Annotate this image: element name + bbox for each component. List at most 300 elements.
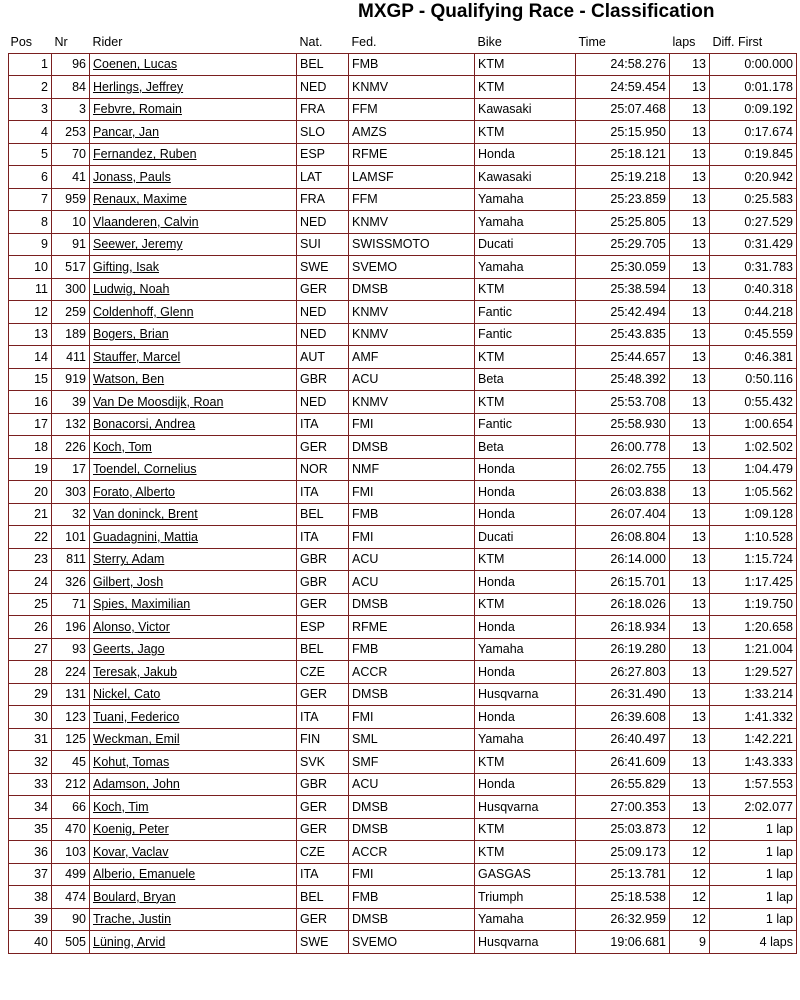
cell-nr: 303 — [52, 481, 90, 504]
cell-nat: GBR — [297, 773, 349, 796]
cell-time: 26:02.755 — [576, 458, 670, 481]
cell-nat: LAT — [297, 166, 349, 189]
cell-laps: 13 — [670, 76, 710, 99]
cell-nat: CZE — [297, 841, 349, 864]
table-row — [9, 571, 797, 594]
cell-nr: 32 — [52, 503, 90, 526]
cell-bike: Kawasaki — [475, 166, 576, 189]
cell-time: 26:14.000 — [576, 548, 670, 571]
cell-laps: 13 — [670, 638, 710, 661]
cell-pos: 12 — [9, 301, 52, 324]
cell-laps: 13 — [670, 481, 710, 504]
cell-bike: Fantic — [475, 301, 576, 324]
cell-time: 26:03.838 — [576, 481, 670, 504]
cell-nr: 91 — [52, 233, 90, 256]
cell-nr: 259 — [52, 301, 90, 324]
col-header-laps: laps — [670, 32, 710, 53]
cell-nr: 474 — [52, 886, 90, 909]
cell-bike: KTM — [475, 841, 576, 864]
rider-link[interactable]: Koenig, Peter — [93, 822, 169, 837]
cell-fed: KNMV — [349, 391, 475, 414]
cell-rider — [90, 53, 297, 76]
cell-laps: 13 — [670, 323, 710, 346]
cell-diff: 1:33.214 — [710, 683, 797, 706]
cell-pos: 4 — [9, 121, 52, 144]
cell-pos: 23 — [9, 548, 52, 571]
cell-nat: GER — [297, 436, 349, 459]
cell-laps: 13 — [670, 233, 710, 256]
cell-diff: 1:43.333 — [710, 751, 797, 774]
col-header-diff: Diff. First — [710, 32, 797, 53]
cell-laps: 13 — [670, 571, 710, 594]
rider-link[interactable]: Alberio, Emanuele — [93, 867, 196, 882]
rider-link[interactable]: Koch, Tom — [93, 439, 152, 454]
cell-laps: 13 — [670, 436, 710, 459]
cell-nr: 326 — [52, 571, 90, 594]
cell-rider — [90, 211, 297, 234]
cell-laps: 13 — [670, 278, 710, 301]
cell-diff: 1:41.332 — [710, 706, 797, 729]
cell-laps: 12 — [670, 863, 710, 886]
rider-link[interactable]: Herlings, Jeffrey — [93, 79, 184, 94]
cell-rider — [90, 571, 297, 594]
rider-link[interactable]: Coldenhoff, Glenn — [93, 304, 194, 319]
cell-nat: ITA — [297, 481, 349, 504]
table-row — [9, 503, 797, 526]
cell-fed: FFM — [349, 98, 475, 121]
cell-time: 25:07.468 — [576, 98, 670, 121]
cell-nr: 39 — [52, 391, 90, 414]
cell-nr: 212 — [52, 773, 90, 796]
cell-laps: 13 — [670, 346, 710, 369]
cell-fed: DMSB — [349, 796, 475, 819]
cell-nr: 66 — [52, 796, 90, 819]
table-row — [9, 751, 797, 774]
cell-time: 26:39.608 — [576, 706, 670, 729]
cell-time: 25:42.494 — [576, 301, 670, 324]
cell-fed: RFME — [349, 616, 475, 639]
rider-link[interactable]: Pancar, Jan — [93, 124, 160, 139]
cell-nr: 90 — [52, 908, 90, 931]
cell-time: 25:03.873 — [576, 818, 670, 841]
cell-fed: SML — [349, 728, 475, 751]
cell-bike: Honda — [475, 616, 576, 639]
cell-rider — [90, 391, 297, 414]
cell-pos: 40 — [9, 931, 52, 954]
cell-nat: SLO — [297, 121, 349, 144]
cell-diff: 1:17.425 — [710, 571, 797, 594]
rider-link[interactable]: Alonso, Victor — [93, 619, 170, 634]
cell-nat: GER — [297, 796, 349, 819]
cell-time: 26:40.497 — [576, 728, 670, 751]
cell-time: 25:18.121 — [576, 143, 670, 166]
cell-pos: 15 — [9, 368, 52, 391]
cell-nr: 84 — [52, 76, 90, 99]
cell-pos: 35 — [9, 818, 52, 841]
cell-bike: Fantic — [475, 323, 576, 346]
rider-link[interactable]: Coenen, Lucas — [93, 57, 178, 72]
rider-link[interactable]: Tuani, Federico — [93, 709, 180, 724]
rider-link[interactable]: Fernandez, Ruben — [93, 147, 197, 162]
cell-diff: 2:02.077 — [710, 796, 797, 819]
cell-pos: 30 — [9, 706, 52, 729]
cell-bike: GASGAS — [475, 863, 576, 886]
cell-fed: SMF — [349, 751, 475, 774]
cell-laps: 13 — [670, 98, 710, 121]
col-header-bike: Bike — [475, 32, 576, 53]
table-row — [9, 413, 797, 436]
cell-nat: BEL — [297, 886, 349, 909]
cell-laps: 13 — [670, 751, 710, 774]
table-row — [9, 323, 797, 346]
cell-time: 25:44.657 — [576, 346, 670, 369]
cell-nr: 17 — [52, 458, 90, 481]
cell-rider — [90, 593, 297, 616]
cell-rider — [90, 121, 297, 144]
cell-nat: GBR — [297, 571, 349, 594]
cell-pos: 39 — [9, 908, 52, 931]
cell-bike: Kawasaki — [475, 98, 576, 121]
rider-link[interactable]: Adamson, John — [93, 777, 180, 792]
cell-rider — [90, 278, 297, 301]
cell-nr: 132 — [52, 413, 90, 436]
table-row — [9, 548, 797, 571]
cell-fed: DMSB — [349, 436, 475, 459]
cell-bike: KTM — [475, 53, 576, 76]
rider-link[interactable]: Geerts, Jago — [93, 642, 165, 657]
cell-diff: 1 lap — [710, 863, 797, 886]
cell-laps: 13 — [670, 616, 710, 639]
cell-diff: 0:19.845 — [710, 143, 797, 166]
table-row — [9, 188, 797, 211]
cell-time: 25:19.218 — [576, 166, 670, 189]
cell-rider — [90, 143, 297, 166]
cell-nat: GBR — [297, 368, 349, 391]
cell-pos: 36 — [9, 841, 52, 864]
cell-laps: 13 — [670, 211, 710, 234]
cell-bike: Honda — [475, 458, 576, 481]
cell-nr: 96 — [52, 53, 90, 76]
cell-laps: 13 — [670, 593, 710, 616]
rider-link[interactable]: Van De Moosdijk, Roan — [93, 394, 224, 409]
cell-pos: 25 — [9, 593, 52, 616]
rider-link[interactable]: Guadagnini, Mattia — [93, 529, 198, 544]
cell-fed: FMB — [349, 886, 475, 909]
cell-nat: GER — [297, 593, 349, 616]
table-row — [9, 931, 797, 954]
cell-bike: KTM — [475, 751, 576, 774]
cell-pos: 11 — [9, 278, 52, 301]
cell-time: 26:19.280 — [576, 638, 670, 661]
rider-link[interactable]: Teresak, Jakub — [93, 664, 178, 679]
table-row — [9, 53, 797, 76]
cell-fed: FMB — [349, 638, 475, 661]
cell-time: 27:00.353 — [576, 796, 670, 819]
cell-laps: 13 — [670, 796, 710, 819]
table-row — [9, 458, 797, 481]
cell-pos: 9 — [9, 233, 52, 256]
table-row — [9, 278, 797, 301]
cell-pos: 34 — [9, 796, 52, 819]
cell-time: 25:09.173 — [576, 841, 670, 864]
cell-nat: FRA — [297, 98, 349, 121]
cell-fed: FMI — [349, 413, 475, 436]
rider-link[interactable]: Sterry, Adam — [93, 552, 165, 567]
rider-link[interactable]: Spies, Maximilian — [93, 597, 191, 612]
table-row — [9, 886, 797, 909]
cell-bike: KTM — [475, 818, 576, 841]
table-row — [9, 841, 797, 864]
cell-fed: FFM — [349, 188, 475, 211]
cell-diff: 0:46.381 — [710, 346, 797, 369]
cell-nat: FRA — [297, 188, 349, 211]
cell-nat: SVK — [297, 751, 349, 774]
cell-rider — [90, 931, 297, 954]
cell-diff: 1 lap — [710, 908, 797, 931]
cell-pos: 10 — [9, 256, 52, 279]
table-row — [9, 481, 797, 504]
cell-bike: Honda — [475, 503, 576, 526]
table-row — [9, 301, 797, 324]
cell-time: 25:29.705 — [576, 233, 670, 256]
cell-nat: SWE — [297, 256, 349, 279]
cell-rider — [90, 863, 297, 886]
cell-laps: 12 — [670, 841, 710, 864]
rider-link[interactable]: Febvre, Romain — [93, 102, 182, 117]
cell-bike: Honda — [475, 143, 576, 166]
rider-link[interactable]: Gifting, Isak — [93, 259, 159, 274]
table-row — [9, 706, 797, 729]
cell-diff: 0:09.192 — [710, 98, 797, 121]
cell-fed: ACU — [349, 571, 475, 594]
rider-link[interactable]: Renaux, Maxime — [93, 192, 187, 207]
cell-fed: FMI — [349, 706, 475, 729]
cell-rider — [90, 638, 297, 661]
cell-bike: Husqvarna — [475, 796, 576, 819]
cell-pos: 20 — [9, 481, 52, 504]
cell-pos: 19 — [9, 458, 52, 481]
cell-fed: ACCR — [349, 841, 475, 864]
cell-rider — [90, 773, 297, 796]
cell-pos: 7 — [9, 188, 52, 211]
rider-link[interactable]: Boulard, Bryan — [93, 889, 176, 904]
cell-bike: Yamaha — [475, 188, 576, 211]
cell-rider — [90, 796, 297, 819]
cell-nr: 196 — [52, 616, 90, 639]
cell-nr: 300 — [52, 278, 90, 301]
cell-nr: 41 — [52, 166, 90, 189]
rider-link[interactable]: Stauffer, Marcel — [93, 349, 181, 364]
cell-nat: ITA — [297, 706, 349, 729]
table-row — [9, 773, 797, 796]
cell-diff: 1:00.654 — [710, 413, 797, 436]
cell-nr: 93 — [52, 638, 90, 661]
cell-diff: 0:00.000 — [710, 53, 797, 76]
cell-pos: 33 — [9, 773, 52, 796]
table-row — [9, 76, 797, 99]
cell-fed: ACU — [349, 548, 475, 571]
cell-bike: Honda — [475, 571, 576, 594]
cell-nr: 131 — [52, 683, 90, 706]
cell-bike: KTM — [475, 76, 576, 99]
cell-fed: FMB — [349, 503, 475, 526]
cell-nr: 101 — [52, 526, 90, 549]
cell-diff: 0:27.529 — [710, 211, 797, 234]
cell-diff: 1:42.221 — [710, 728, 797, 751]
cell-fed: ACU — [349, 773, 475, 796]
cell-pos: 14 — [9, 346, 52, 369]
cell-bike: Ducati — [475, 233, 576, 256]
cell-pos: 22 — [9, 526, 52, 549]
cell-nat: ITA — [297, 413, 349, 436]
table-row — [9, 143, 797, 166]
cell-time: 26:41.609 — [576, 751, 670, 774]
table-row — [9, 368, 797, 391]
cell-rider — [90, 233, 297, 256]
table-row — [9, 593, 797, 616]
cell-time: 24:59.454 — [576, 76, 670, 99]
cell-nat: GER — [297, 908, 349, 931]
rider-link[interactable]: Kovar, Vaclav — [93, 844, 169, 859]
cell-rider — [90, 76, 297, 99]
cell-laps: 13 — [670, 458, 710, 481]
rider-link[interactable]: Ludwig, Noah — [93, 282, 170, 297]
cell-diff: 1 lap — [710, 886, 797, 909]
cell-diff: 0:50.116 — [710, 368, 797, 391]
cell-nat: NED — [297, 211, 349, 234]
rider-link[interactable]: Vlaanderen, Calvin — [93, 214, 199, 229]
cell-nr: 45 — [52, 751, 90, 774]
cell-time: 25:58.930 — [576, 413, 670, 436]
cell-nat: FIN — [297, 728, 349, 751]
cell-rider — [90, 526, 297, 549]
cell-rider — [90, 751, 297, 774]
cell-nat: NED — [297, 323, 349, 346]
rider-link[interactable]: Nickel, Cato — [93, 687, 161, 702]
table-row — [9, 683, 797, 706]
cell-nat: GER — [297, 278, 349, 301]
cell-rider — [90, 188, 297, 211]
cell-time: 24:58.276 — [576, 53, 670, 76]
cell-pos: 32 — [9, 751, 52, 774]
cell-diff: 1:29.527 — [710, 661, 797, 684]
cell-time: 25:48.392 — [576, 368, 670, 391]
rider-link[interactable]: Forato, Alberto — [93, 484, 175, 499]
cell-time: 26:15.701 — [576, 571, 670, 594]
cell-bike: Husqvarna — [475, 931, 576, 954]
table-row — [9, 863, 797, 886]
table-row — [9, 436, 797, 459]
cell-laps: 13 — [670, 706, 710, 729]
cell-fed: AMZS — [349, 121, 475, 144]
cell-time: 26:27.803 — [576, 661, 670, 684]
cell-nat: BEL — [297, 53, 349, 76]
cell-pos: 31 — [9, 728, 52, 751]
rider-link[interactable]: Seewer, Jeremy — [93, 237, 183, 252]
cell-fed: DMSB — [349, 278, 475, 301]
rider-link[interactable]: Bogers, Brian — [93, 327, 169, 342]
cell-diff: 1:10.528 — [710, 526, 797, 549]
cell-diff: 1 lap — [710, 818, 797, 841]
cell-bike: Honda — [475, 661, 576, 684]
rider-link[interactable]: Weckman, Emil — [93, 732, 180, 747]
page-title: MXGP - Qualifying Race - Classification — [358, 1, 715, 22]
col-header-nr: Nr — [52, 32, 90, 53]
col-header-pos: Pos — [9, 32, 52, 53]
rider-link[interactable]: Van doninck, Brent — [93, 507, 198, 522]
cell-rider — [90, 166, 297, 189]
cell-fed: FMI — [349, 481, 475, 504]
cell-time: 25:13.781 — [576, 863, 670, 886]
cell-nr: 505 — [52, 931, 90, 954]
cell-nat: NOR — [297, 458, 349, 481]
cell-rider — [90, 706, 297, 729]
cell-laps: 13 — [670, 301, 710, 324]
cell-nat: BEL — [297, 503, 349, 526]
cell-rider — [90, 458, 297, 481]
cell-laps: 13 — [670, 526, 710, 549]
cell-nat: AUT — [297, 346, 349, 369]
cell-rider — [90, 548, 297, 571]
cell-diff: 1:21.004 — [710, 638, 797, 661]
rider-link[interactable]: Toendel, Cornelius — [93, 462, 197, 477]
table-row — [9, 346, 797, 369]
cell-fed: DMSB — [349, 818, 475, 841]
cell-pos: 37 — [9, 863, 52, 886]
cell-fed: SVEMO — [349, 931, 475, 954]
cell-diff: 0:31.783 — [710, 256, 797, 279]
cell-nat: SWE — [297, 931, 349, 954]
cell-laps: 13 — [670, 368, 710, 391]
cell-bike: Yamaha — [475, 908, 576, 931]
rider-link[interactable]: Jonass, Pauls — [93, 169, 171, 184]
cell-rider — [90, 683, 297, 706]
rider-link[interactable]: Bonacorsi, Andrea — [93, 417, 196, 432]
cell-diff: 1:19.750 — [710, 593, 797, 616]
cell-bike: KTM — [475, 548, 576, 571]
rider-link[interactable]: Gilbert, Josh — [93, 574, 164, 589]
cell-laps: 13 — [670, 413, 710, 436]
cell-fed: SWISSMOTO — [349, 233, 475, 256]
cell-nr: 70 — [52, 143, 90, 166]
classification-table — [8, 32, 797, 954]
cell-rider — [90, 481, 297, 504]
table-row — [9, 211, 797, 234]
table-row — [9, 166, 797, 189]
cell-diff: 0:31.429 — [710, 233, 797, 256]
cell-bike: Yamaha — [475, 728, 576, 751]
cell-pos: 1 — [9, 53, 52, 76]
cell-laps: 13 — [670, 53, 710, 76]
cell-nr: 517 — [52, 256, 90, 279]
cell-fed: KNMV — [349, 76, 475, 99]
cell-time: 26:18.934 — [576, 616, 670, 639]
cell-pos: 21 — [9, 503, 52, 526]
rider-link[interactable]: Lüning, Arvid — [93, 934, 166, 949]
rider-link[interactable]: Trache, Justin — [93, 912, 172, 927]
cell-bike: Husqvarna — [475, 683, 576, 706]
cell-laps: 13 — [670, 661, 710, 684]
cell-bike: Yamaha — [475, 638, 576, 661]
col-header-nat: Nat. — [297, 32, 349, 53]
rider-link[interactable]: Watson, Ben — [93, 372, 165, 387]
rider-link[interactable]: Koch, Tim — [93, 799, 149, 814]
cell-diff: 1:04.479 — [710, 458, 797, 481]
cell-time: 26:32.959 — [576, 908, 670, 931]
rider-link[interactable]: Kohut, Tomas — [93, 754, 170, 769]
table-row — [9, 256, 797, 279]
table-row — [9, 121, 797, 144]
